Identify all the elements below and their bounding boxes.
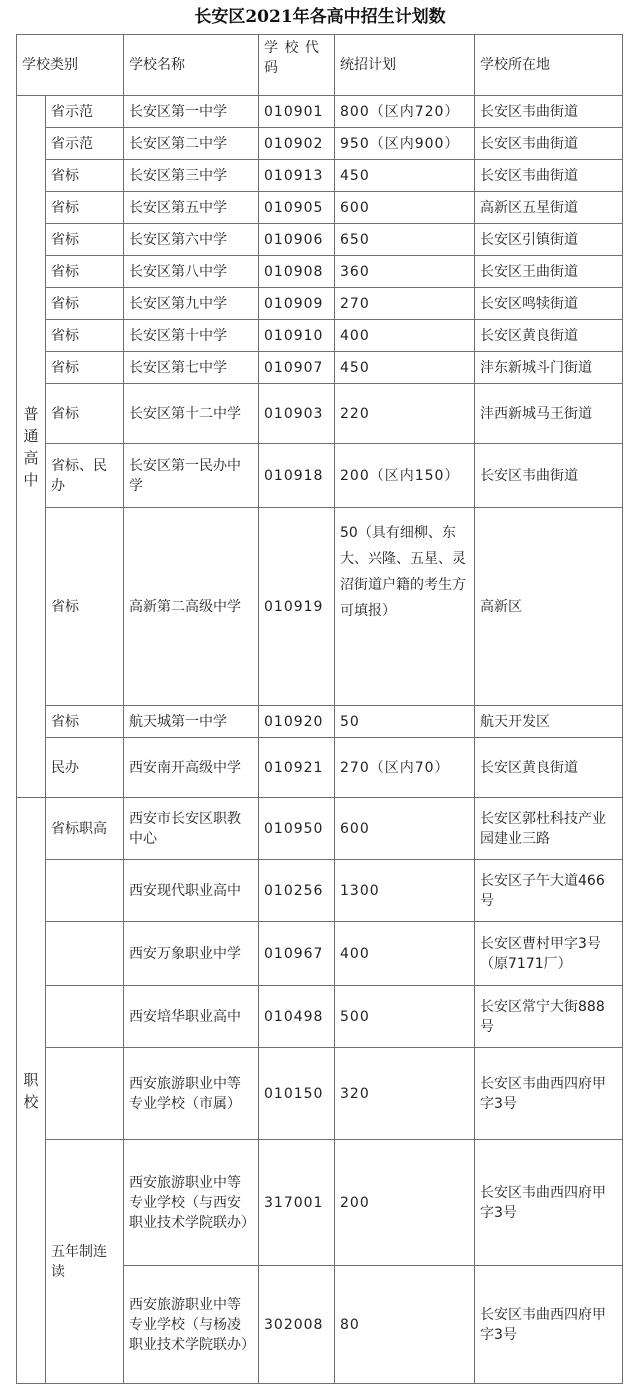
table-row: [17, 798, 623, 860]
cell-plan: 650: [335, 224, 475, 256]
table-row: [17, 320, 623, 352]
cell-name: 航天城第一中学: [124, 706, 259, 738]
cell-sub: 省标、民办: [46, 444, 124, 508]
table-row: [17, 224, 623, 256]
cell-name: 长安区第五中学: [124, 192, 259, 224]
cell-name: 长安区第九中学: [124, 288, 259, 320]
cell-name: 西安旅游职业中等专业学校（与杨凌职业技术学院联办）: [124, 1266, 259, 1384]
cell-location: 长安区引镇街道: [475, 224, 623, 256]
table-header-row: [17, 35, 623, 96]
cell-code: 010910: [259, 320, 335, 352]
group-label-general: 普通高中: [17, 96, 46, 798]
cell-location: 长安区王曲街道: [475, 256, 623, 288]
cell-code: 010918: [259, 444, 335, 508]
cell-code: 010921: [259, 738, 335, 798]
cell-plan: 800（区内720）: [335, 96, 475, 128]
cell-code: 010967: [259, 922, 335, 986]
cell-location: 长安区韦曲街道: [475, 128, 623, 160]
cell-name: 高新第二高级中学: [124, 508, 259, 706]
cell-code: 010901: [259, 96, 335, 128]
cell-code: 010907: [259, 352, 335, 384]
table-row: [17, 444, 623, 508]
table-row: [17, 96, 623, 128]
cell-plan: 500: [335, 986, 475, 1048]
cell-name: 长安区第三中学: [124, 160, 259, 192]
cell-location: 长安区常宁大街888号: [475, 986, 623, 1048]
cell-plan: 600: [335, 192, 475, 224]
cell-name: 西安万象职业中学: [124, 922, 259, 986]
cell-code: 010903: [259, 384, 335, 444]
cell-name: 长安区第十中学: [124, 320, 259, 352]
cell-code: 317001: [259, 1140, 335, 1266]
enrollment-table: [16, 34, 623, 1384]
cell-location: 长安区韦曲西四府甲字3号: [475, 1048, 623, 1140]
table-row: [17, 860, 623, 922]
cell-location: 长安区曹村甲字3号（原7171厂）: [475, 922, 623, 986]
cell-sub: [46, 1048, 124, 1140]
table-row: [17, 352, 623, 384]
cell-name: 西安培华职业高中: [124, 986, 259, 1048]
table-row: [17, 384, 623, 444]
cell-sub: [46, 922, 124, 986]
cell-plan: 450: [335, 160, 475, 192]
cell-code: 010920: [259, 706, 335, 738]
cell-code: 010902: [259, 128, 335, 160]
cell-location: 高新区: [475, 508, 623, 706]
cell-location: 长安区黄良街道: [475, 738, 623, 798]
cell-location: 长安区韦曲街道: [475, 160, 623, 192]
cell-sub: 省标: [46, 706, 124, 738]
cell-sub: 省标: [46, 160, 124, 192]
cell-sub: [46, 986, 124, 1048]
cell-plan: 360: [335, 256, 475, 288]
cell-plan: 950（区内900）: [335, 128, 475, 160]
cell-plan: 200: [335, 1140, 475, 1266]
cell-sub: 五年制连读: [46, 1140, 124, 1384]
cell-code: 010909: [259, 288, 335, 320]
cell-location: 长安区韦曲西四府甲字3号: [475, 1266, 623, 1384]
cell-plan: 50（具有细柳、东大、兴隆、五星、灵沼街道户籍的考生方可填报）: [335, 508, 475, 706]
cell-name: 长安区第十二中学: [124, 384, 259, 444]
table-row: [17, 986, 623, 1048]
cell-location: 长安区韦曲街道: [475, 444, 623, 508]
cell-sub: 省标: [46, 352, 124, 384]
cell-sub: 民办: [46, 738, 124, 798]
cell-sub: [46, 860, 124, 922]
cell-code: 010498: [259, 986, 335, 1048]
cell-sub: 省标: [46, 192, 124, 224]
header-plan: 统招计划: [335, 35, 475, 96]
cell-code: 010256: [259, 860, 335, 922]
header-name: 学校名称: [124, 35, 259, 96]
cell-code: 302008: [259, 1266, 335, 1384]
cell-name: 长安区第一民办中学: [124, 444, 259, 508]
cell-sub: 省示范: [46, 128, 124, 160]
cell-name: 长安区第六中学: [124, 224, 259, 256]
header-location: 学校所在地: [475, 35, 623, 96]
cell-location: 长安区郭杜科技产业园建业三路: [475, 798, 623, 860]
cell-sub: 省标: [46, 256, 124, 288]
cell-location: 长安区子午大道466号: [475, 860, 623, 922]
cell-sub: 省标: [46, 320, 124, 352]
cell-sub: 省标: [46, 224, 124, 256]
cell-plan: 1300: [335, 860, 475, 922]
cell-name: 西安现代职业高中: [124, 860, 259, 922]
cell-name: 西安旅游职业中等专业学校（市属）: [124, 1048, 259, 1140]
cell-code: 010913: [259, 160, 335, 192]
cell-plan: 80: [335, 1266, 475, 1384]
cell-name: 长安区第一中学: [124, 96, 259, 128]
cell-code: 010908: [259, 256, 335, 288]
cell-sub: 省示范: [46, 96, 124, 128]
cell-plan: 50: [335, 706, 475, 738]
page-title: 长安区2021年各高中招生计划数: [194, 7, 446, 27]
table-row: [17, 192, 623, 224]
cell-code: 010950: [259, 798, 335, 860]
table-row: [17, 256, 623, 288]
cell-plan: 600: [335, 798, 475, 860]
cell-location: 高新区五星街道: [475, 192, 623, 224]
cell-sub: 省标职高: [46, 798, 124, 860]
cell-code: 010919: [259, 508, 335, 706]
cell-plan: 400: [335, 320, 475, 352]
group-label-vocational: 职校: [17, 798, 46, 1384]
cell-name: 西安市长安区职教中心: [124, 798, 259, 860]
table-row: [17, 128, 623, 160]
cell-plan: 400: [335, 922, 475, 986]
cell-name: 长安区第八中学: [124, 256, 259, 288]
cell-plan: 270（区内70）: [335, 738, 475, 798]
cell-sub: 省标: [46, 508, 124, 706]
table-row: [17, 1048, 623, 1140]
cell-code: 010906: [259, 224, 335, 256]
cell-plan: 450: [335, 352, 475, 384]
cell-location: 长安区黄良街道: [475, 320, 623, 352]
table-row: [17, 160, 623, 192]
cell-location: 长安区韦曲街道: [475, 96, 623, 128]
cell-plan: 220: [335, 384, 475, 444]
cell-plan: 200（区内150）: [335, 444, 475, 508]
cell-location: 长安区鸣犊街道: [475, 288, 623, 320]
cell-plan: 270: [335, 288, 475, 320]
cell-name: 西安旅游职业中等专业学校（与西安职业技术学院联办）: [124, 1140, 259, 1266]
cell-location: 沣西新城马王街道: [475, 384, 623, 444]
cell-sub: 省标: [46, 384, 124, 444]
cell-location: 长安区韦曲西四府甲字3号: [475, 1140, 623, 1266]
table-row: [17, 288, 623, 320]
header-code: 学 校 代 码: [259, 35, 335, 96]
table-row: [17, 1140, 623, 1266]
cell-name: 西安南开高级中学: [124, 738, 259, 798]
cell-name: 长安区第二中学: [124, 128, 259, 160]
cell-code: 010150: [259, 1048, 335, 1140]
header-category: 学校类别: [17, 35, 124, 96]
cell-plan: 320: [335, 1048, 475, 1140]
table-row: [17, 738, 623, 798]
cell-code: 010905: [259, 192, 335, 224]
table-row: [17, 508, 623, 706]
cell-sub: 省标: [46, 288, 124, 320]
cell-location: 航天开发区: [475, 706, 623, 738]
cell-name: 长安区第七中学: [124, 352, 259, 384]
cell-location: 沣东新城斗门街道: [475, 352, 623, 384]
table-row: [17, 706, 623, 738]
table-row: [17, 922, 623, 986]
